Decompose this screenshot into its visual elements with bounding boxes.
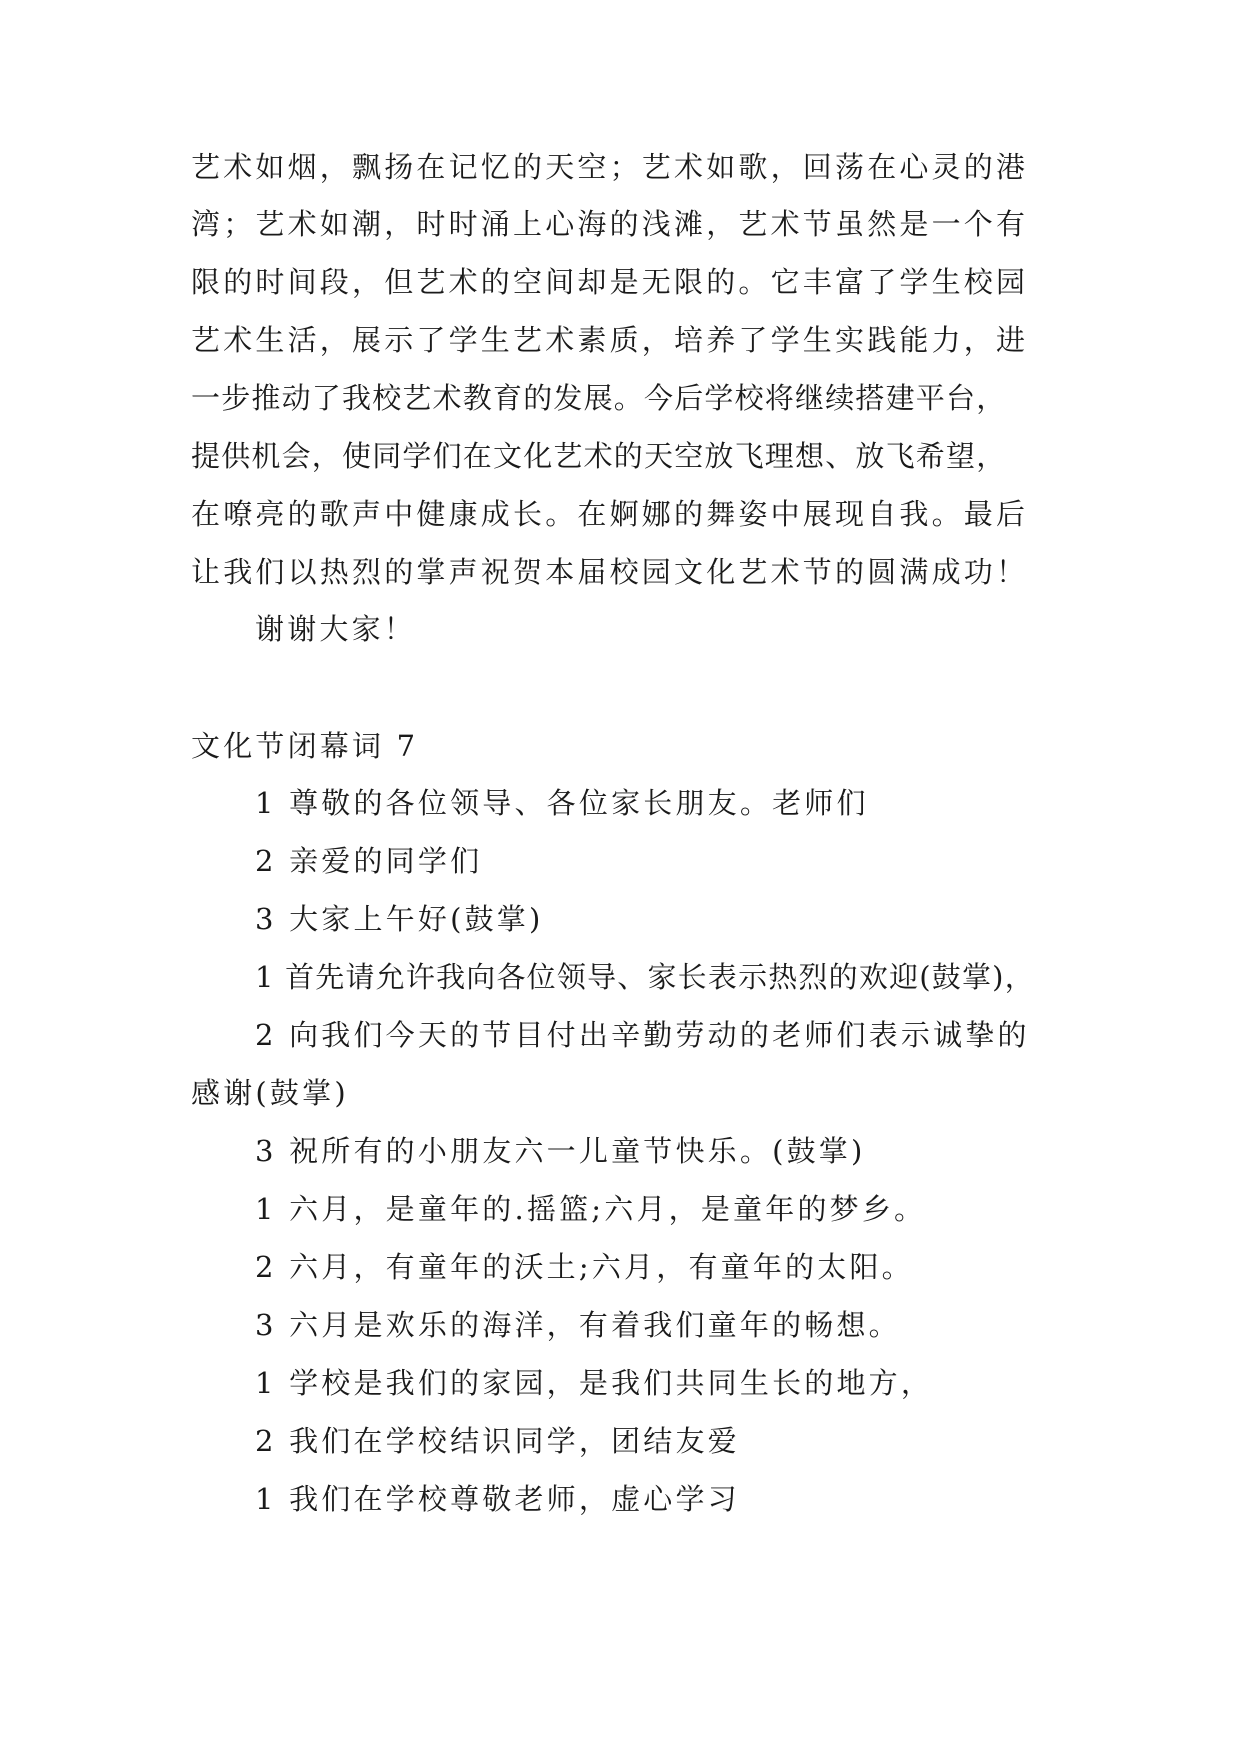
- intro-line-3: 限的时间段，但艺术的空间却是无限的。它丰富了学生校园: [191, 265, 1029, 299]
- intro-line-2: 湾；艺术如潮，时时涌上心海的浅滩，艺术节虽然是一个有: [191, 207, 1029, 241]
- dialogue-line: 感谢(鼓掌): [191, 1076, 349, 1110]
- dialogue-line: 3 六月是欢乐的海洋，有着我们童年的畅想。: [255, 1308, 901, 1342]
- intro-line-6: 提供机会，使同学们在文化艺术的天空放飞理想、放飞希望，: [191, 439, 1007, 473]
- intro-line-5: 一步推动了我校艺术教育的发展。今后学校将继续搭建平台，: [191, 381, 1007, 415]
- dialogue-line: 1 尊敬的各位领导、各位家长朋友。老师们: [255, 786, 869, 820]
- dialogue-line: 1 六月，是童年的.摇篮;六月，是童年的梦乡。: [255, 1192, 927, 1226]
- dialogue-line: 1 首先请允许我向各位领导、家长表示热烈的欢迎(鼓掌)，: [255, 960, 1035, 994]
- dialogue-line: 2 我们在学校结识同学，团结友爱: [255, 1424, 740, 1458]
- dialogue-line: 3 祝所有的小朋友六一儿童节快乐。(鼓掌): [255, 1134, 866, 1168]
- intro-line-8: 让我们以热烈的掌声祝贺本届校园文化艺术节的圆满成功！: [191, 555, 1029, 589]
- dialogue-line: 1 学校是我们的家园，是我们共同生长的地方，: [255, 1366, 934, 1400]
- dialogue-line: 2 六月，有童年的沃土;六月，有童年的太阳。: [255, 1250, 914, 1284]
- dialogue-line: 2 向我们今天的节目付出辛勤劳动的老师们表示诚挚的: [255, 1018, 1030, 1052]
- intro-line-4: 艺术生活，展示了学生艺术素质，培养了学生实践能力，进: [191, 323, 1029, 357]
- dialogue-line: 3 大家上午好(鼓掌): [255, 902, 544, 936]
- dialogue-line: 2 亲爱的同学们: [255, 844, 483, 878]
- closing-thanks: 谢谢大家！: [255, 612, 417, 646]
- intro-line-1: 艺术如烟，飘扬在记忆的天空；艺术如歌，回荡在心灵的港: [191, 150, 1029, 184]
- section-title: 文化节闭幕词 7: [191, 729, 419, 763]
- dialogue-line: 1 我们在学校尊敬老师，虚心学习: [255, 1482, 740, 1516]
- intro-line-7: 在嘹亮的歌声中健康成长。在婀娜的舞姿中展现自我。最后: [191, 497, 1029, 531]
